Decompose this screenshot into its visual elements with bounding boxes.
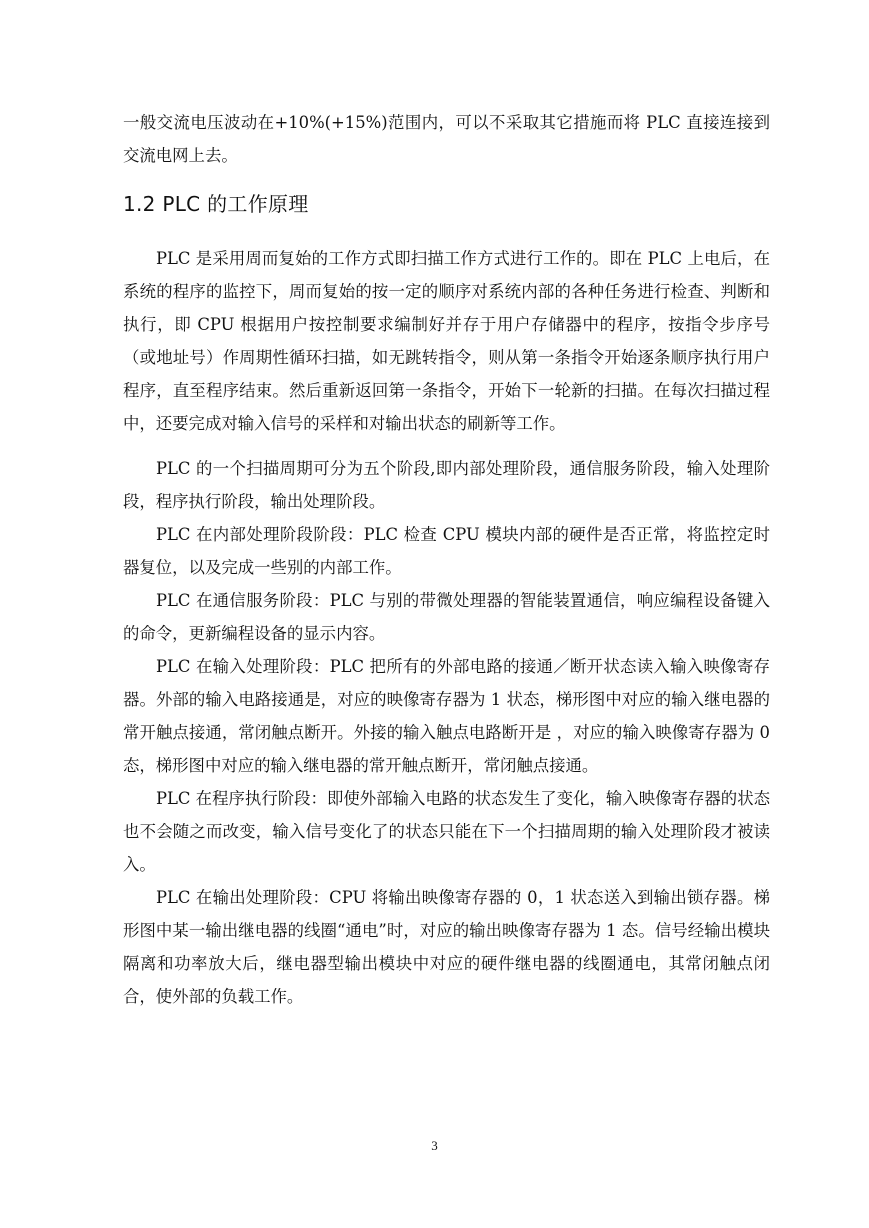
paragraph-program-execution: PLC 在程序执行阶段：即使外部输入电路的状态发生了变化，输入映像寄存器的状态也不会随之而改变，输入信号变化了的状态只能在下一个扫描周期的输入处理阶段才被读入。 [123, 789, 770, 874]
section-heading: 1.2 PLC 的工作原理 [123, 192, 309, 216]
paragraph-communication-service: PLC 在通信服务阶段：PLC 与别的带微处理器的智能装置通信，响应编程设备键入的命令，更新编程设备的显示内容。 [123, 591, 770, 643]
paragraph-scan-principle: PLC 是采用周而复始的工作方式即扫描工作方式进行工作的。即在 PLC 上电后，在系统的程序的监控下，周而复始的按一定的顺序对系统内部的各种任务进行检查、判断和执行，即 CPU 根据用户按控制要求编制好并存于用户存储器中的程序，按指令步序号（或地址号）作周期性循环扫描，如无跳转指令，则从第一条指令开始逐条顺序执行用户程序，直至程序结束。然后重新返回第一条指令，开始下一轮新的扫描。在每次扫描过程中，还要完成对输入信号的采样和对输出状态的刷新等工作。 [123, 249, 770, 433]
page-body [123, 106, 770, 1013]
paragraph-scan-cycle: PLC 的一个扫描周期可分为五个阶段,即内部处理阶段，通信服务阶段，输入处理阶段，程序执行阶段，输出处理阶段。 [123, 459, 770, 511]
intro-paragraph: 一般交流电压波动在+10%(+15%)范围内，可以不采取其它措施而将 PLC 直接连接到交流电网上去。 [123, 113, 770, 165]
paragraph-output-processing: PLC 在输出处理阶段：CPU 将输出映像寄存器的 0，1 状态送入到输出锁存器。梯形图中某一输出继电器的线圈“通电”时，对应的输出映像寄存器为 1 态。信号经输出模块隔离和功率放大后，继电器型输出模块中对应的硬件继电器的线圈通电，其常闭触点闭合，使外部的负载工作。 [123, 888, 770, 1006]
paragraph-input-processing: PLC 在输入处理阶段：PLC 把所有的外部电路的接通／断开状态读入输入映像寄存器。外部的输入电路接通是，对应的映像寄存器为 1 状态，梯形图中对应的输入继电器的常开触点接通，常闭触点断开。外接的输入触点电路断开是 ，对应的输入映像寄存器为 0 态，梯形图中对应的输入继电器的常开触点断开，常闭触点接通。 [123, 657, 770, 775]
page-number: 3 [431, 1138, 438, 1153]
paragraph-internal-processing: PLC 在内部处理阶段阶段：PLC 检查 CPU 模块内部的硬件是否正常，将监控定时器复位，以及完成一些别的内部工作。 [123, 525, 770, 577]
